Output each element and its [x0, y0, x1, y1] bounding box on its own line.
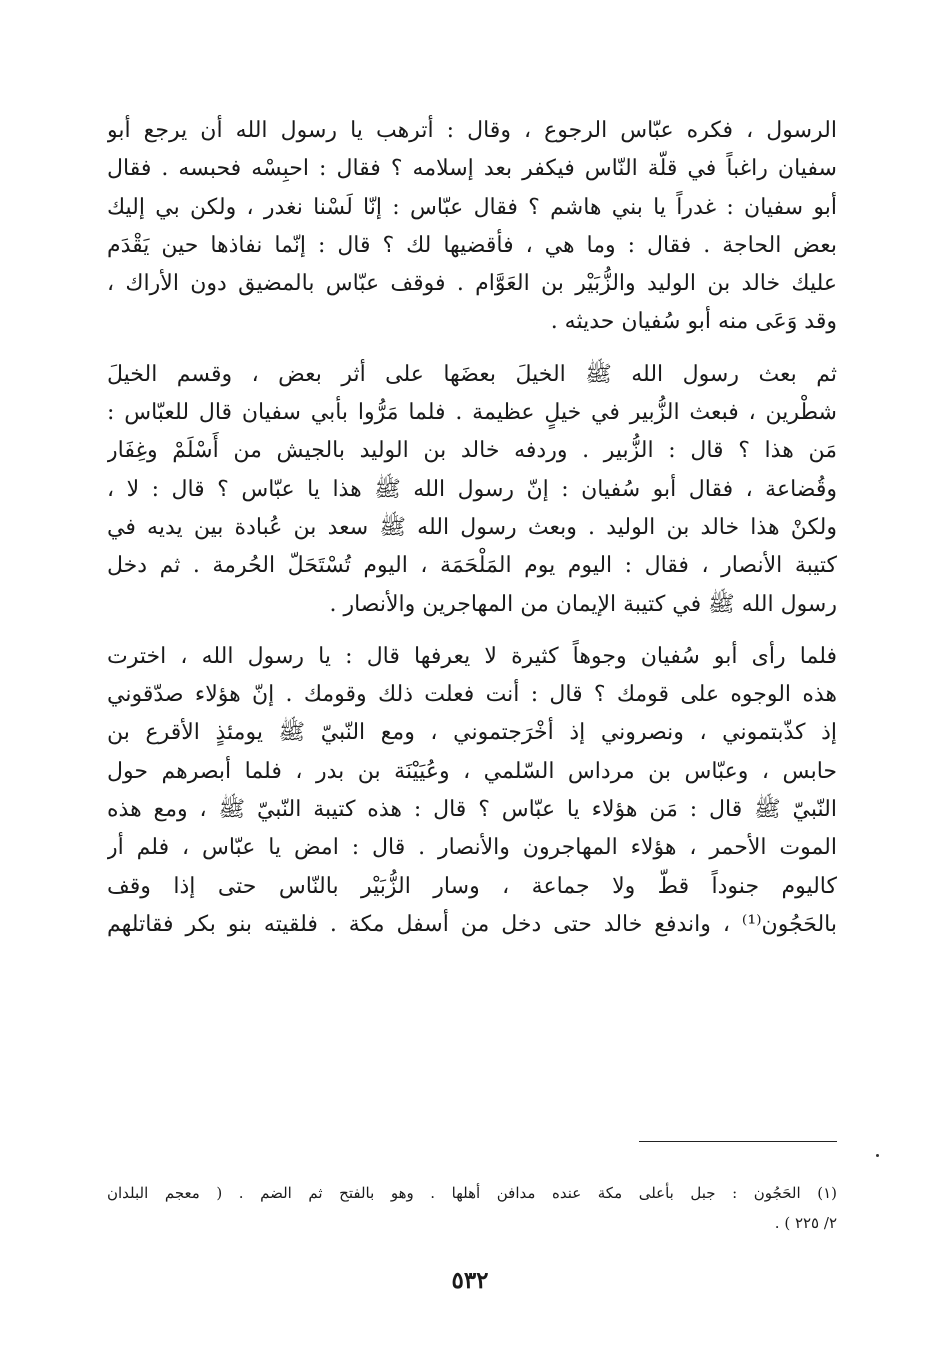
text-line: كتيبة الأنصار ، فقال : اليوم يوم المَلْحَمَة ، اليوم تُسْتَحَلّ الحُرمة . ثم دخل	[107, 553, 837, 579]
footnote	[107, 1178, 837, 1238]
scan-speck	[876, 1154, 879, 1157]
text-line: شطْرين ، فبعث الزُّبير في خيلٍ عظيمة . فلما مَرُّوا بأبي سفيان قال للعبّاس :	[107, 400, 837, 426]
text-line: حابس ، وعبّاس بن مرداس السّلمي ، وعُيَيْنَة بن بدر ، فلما أبصرهم حول	[107, 758, 837, 784]
text-line: ولكنْ هذا خالد بن الوليد . وبعث رسول الله ﷺ سعد بن عُبادة بين يديه في	[107, 514, 837, 540]
text-line: وقُضاعة ، فقال أبو سُفيان : إنّ رسول الله ﷺ هذا يا عبّاس ؟ قال : لا ،	[107, 476, 837, 502]
footnote-line: (١) الحَجُون : جبل بأعلى مكة عنده مدافن أهلها . وهو بالفتح ثم الضم . ( معجم البلدان	[107, 1184, 837, 1202]
text-line: ثم بعث رسول الله ﷺ الخيلَ بعضَها على أثر بعض ، وقسم الخيلَ	[107, 361, 837, 387]
text-line: الرسول ، فكره عبّاس الرجوع ، وقال : أترهب يا رسول الله أن يرجع أبو	[107, 118, 837, 143]
text-line: النّبيّ ﷺ قال : مَن هؤلاء يا عبّاس ؟ قال : هذه كتيبة النّبيّ ﷺ ، ومع هذه	[107, 797, 837, 823]
footnote-line: ٢/ ٢٢٥ ) .	[774, 1214, 837, 1232]
text-line: أبو سفيان : غدراً يا بني هاشم ؟ فقال عبّاس : إنّا لَسْنا نغدر ، ولكن بي إليك	[107, 194, 837, 220]
paragraph-2	[107, 356, 837, 624]
text-line: بالحَجُون⁽¹⁾ ، واندفع خالد حتى دخل من أسفل مكة . فلقيته بنو بكر فقاتلهم	[107, 911, 837, 937]
text-line: كاليوم جنوداً قطّ ولا جماعة ، وسار الزُّبَيْر بالنّاس حتى إذا وقف	[107, 873, 837, 899]
text-line: عليك خالد بن الوليد والزُّبَيْر بن العَوَّام . فوقف عبّاس بالمضيق دون الأراك ،	[107, 271, 837, 297]
text-line: سفيان راغباً في قلّة النّاس فيكفر بعد إسلامه ؟ فقال : احبِسْه فحبسه . فقال	[107, 156, 837, 182]
main-text	[107, 112, 837, 944]
page-number: ٥٣٢	[451, 1267, 489, 1294]
text-line: الموت الأحمر ، هؤلاء المهاجرون والأنصار . قال : امض يا عبّاس ، فلم أر	[107, 835, 837, 861]
text-line: مَن هذا ؟ قال : الزُّبير . وردفه خالد بن الوليد بالجيش من أَسْلَمْ وغِفَار	[107, 438, 837, 464]
paragraph-1	[107, 112, 837, 342]
text-line: رسول الله ﷺ في كتيبة الإيمان من المهاجرين والأنصار .	[329, 591, 837, 617]
text-line: بعض الحاجة . فقال : وما هي ، فأقضيها لك ؟ قال : إنّما نفاذها حين يَقْدَم	[107, 232, 837, 258]
footnote-divider	[639, 1141, 837, 1142]
text-line: إذ كذّبتموني ، ونصروني إذ أخْرَجتموني ، ومع النّبيّ ﷺ يومئذٍ الأقرع بن	[107, 720, 837, 746]
text-line: هذه الوجوه على قومك ؟ قال : أنت فعلت ذلك وقومك . إنّ هؤلاء صدّقوني	[107, 682, 837, 708]
text-line: فلما رأى أبو سُفيان وجوهاً كثيرة لا يعرفها قال : يا رسول الله ، اخترت	[107, 643, 837, 669]
text-line: وقد وَعَى منه أبو سُفيان حديثه .	[550, 309, 837, 335]
paragraph-3	[107, 638, 837, 944]
